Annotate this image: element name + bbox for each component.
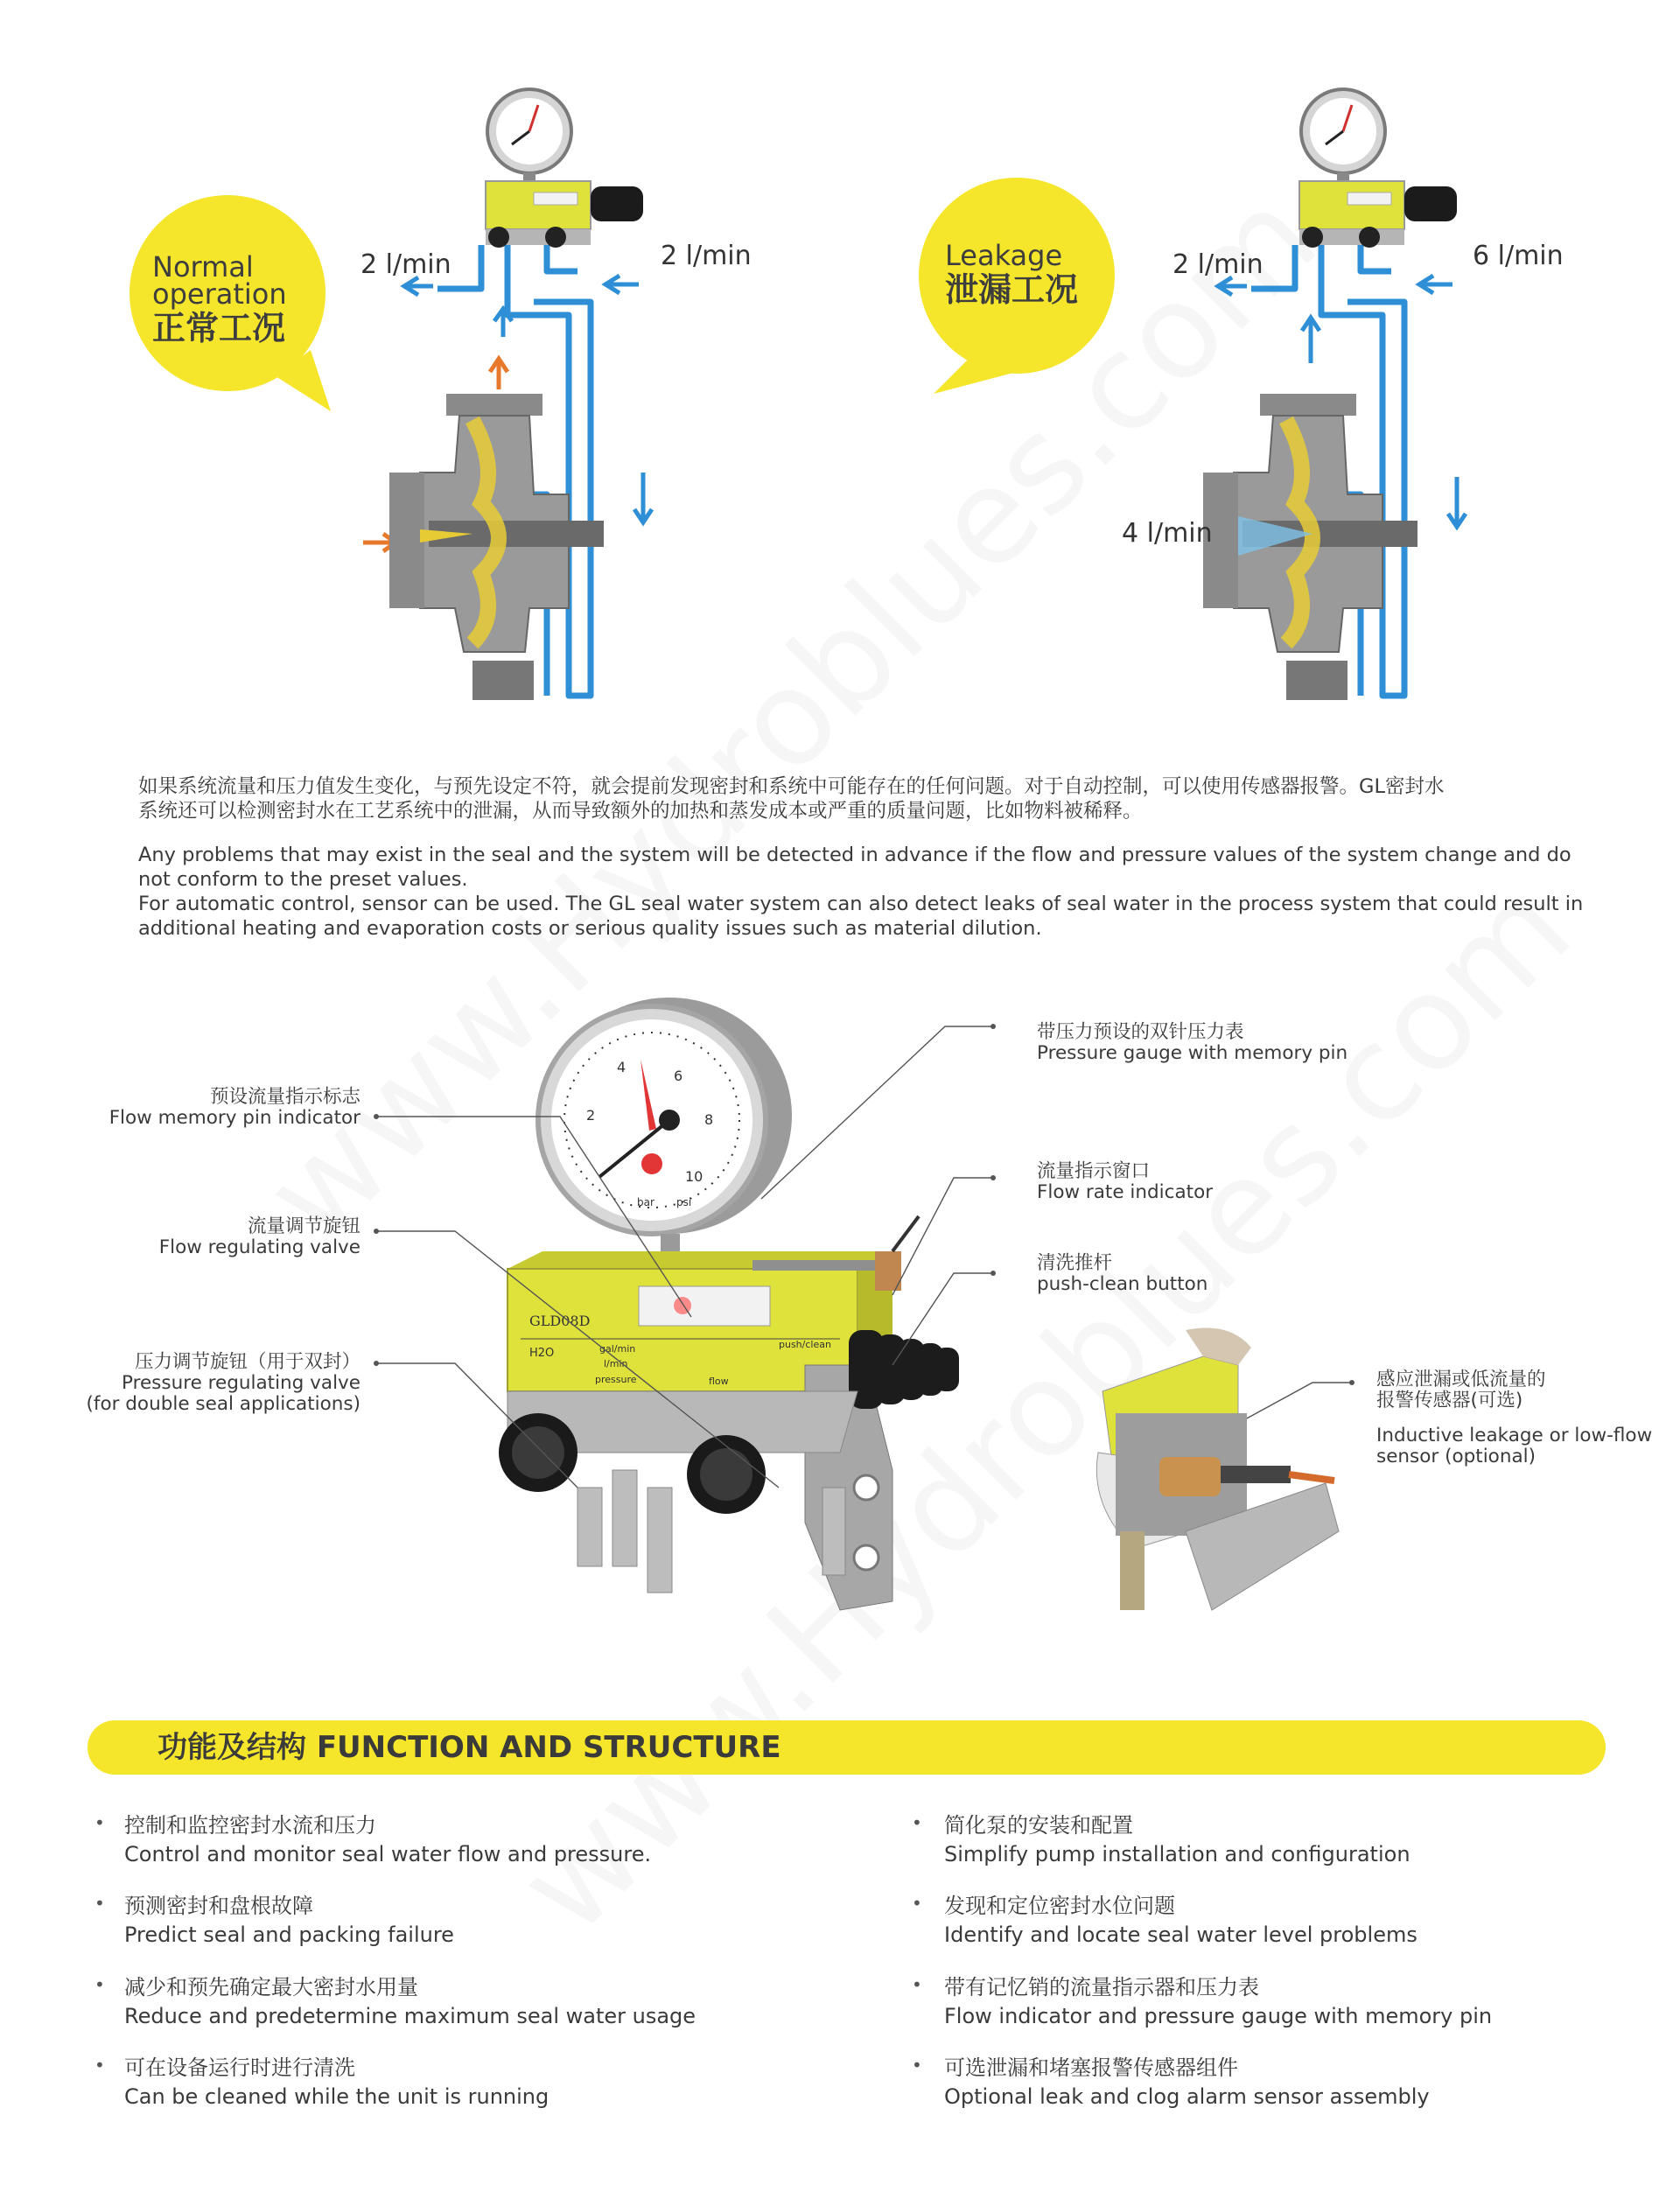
callout-pressure-valve-zh: 压力调节旋钮（用于双封） <box>134 1351 360 1373</box>
feature-en: Flow indicator and pressure gauge with memory pin <box>944 2004 1493 2028</box>
svg-text:8: 8 <box>704 1111 714 1128</box>
svg-text:pressure: pressure <box>595 1374 637 1385</box>
feature-en: Optional leak and clog alarm sensor assembly <box>944 2084 1430 2109</box>
flow-leak-left: 2 l/min <box>1172 249 1264 280</box>
desc-en-2: not conform to the preset values. <box>138 868 468 891</box>
feature-item-5 <box>944 1973 1492 2031</box>
feature-item-0 <box>124 1811 651 1869</box>
callout-push-clean <box>1037 1253 1208 1295</box>
callout-memory-pin <box>109 1087 360 1129</box>
flow-leak-leak: 4 l/min <box>1122 518 1213 549</box>
desc-en-4: additional heating and evaporation costs or serious quality issues such as material dilution. <box>138 917 1042 940</box>
section-title: 功能及结构 FUNCTION AND STRUCTURE <box>158 1730 781 1765</box>
svg-text:H2O: H2O <box>529 1347 555 1360</box>
bubble-normal-zh: 正常工况 <box>152 309 286 347</box>
feature-en: Can be cleaned while the unit is running <box>124 2084 550 2109</box>
feature-item-6 <box>124 2054 549 2111</box>
bubble-leakage-zh: 泄漏工况 <box>945 270 1079 309</box>
svg-text:gal/min: gal/min <box>599 1343 636 1355</box>
feature-zh: 可在设备运行时进行清洗 <box>124 2055 355 2080</box>
svg-text:4: 4 <box>617 1059 626 1075</box>
feature-item-2 <box>124 1892 454 1950</box>
feature-zh: 带有记忆销的流量指示器和压力表 <box>944 1975 1259 1999</box>
bubble-leakage-en: Leakage <box>945 239 1063 272</box>
desc-zh-2: 系统还可以检测密封水在工艺系统中的泄漏，从而导致额外的加热和蒸发成本或严重的质量问题，比如物料被稀释。 <box>138 800 1143 823</box>
feature-bullet-6: • <box>94 2055 105 2076</box>
callout-push-clean-zh: 清洗推杆 <box>1037 1252 1113 1274</box>
feature-zh: 发现和定位密封水位问题 <box>944 1894 1175 1918</box>
callout-sensor-zh: 感应泄漏或低流量的 <box>1376 1369 1546 1390</box>
feature-en: Identify and locate seal water level problems <box>944 1922 1418 1947</box>
feature-item-4 <box>124 1973 696 2031</box>
feature-item-7 <box>944 2054 1430 2111</box>
sensor-inset <box>1063 1330 1352 1628</box>
callout-memory-pin-en: Flow memory pin indicator <box>108 1107 360 1129</box>
svg-text:push/clean: push/clean <box>779 1339 831 1350</box>
bubble-normal-en: Normal operation <box>152 250 287 311</box>
feature-en: Simplify pump installation and configuration <box>944 1842 1410 1866</box>
svg-text:flow: flow <box>709 1376 729 1387</box>
flow-normal-right: 2 l/min <box>661 241 752 271</box>
feature-bullet-2: • <box>94 1893 105 1914</box>
feature-bullet-5: • <box>912 1974 922 1995</box>
feature-item-1 <box>944 1811 1410 1869</box>
callout-flow-indicator-en: Flow rate indicator <box>1037 1181 1214 1203</box>
callout-sensor-en2: sensor (optional) <box>1376 1446 1536 1467</box>
svg-text:psi: psi <box>676 1196 692 1208</box>
callout-memory-pin-zh: 预设流量指示标志 <box>209 1086 360 1108</box>
feature-zh: 简化泵的安装和配置 <box>944 1813 1133 1838</box>
feature-en: Reduce and predetermine maximum seal water usage <box>124 2004 696 2028</box>
svg-text:6: 6 <box>674 1068 683 1084</box>
callout-pressure-valve <box>87 1352 361 1415</box>
feature-bullet-3: • <box>912 1893 922 1914</box>
desc-en-3: For automatic control, sensor can be used. The GL seal water system can also detect leaks of seal water in the process system that could result in <box>138 893 1584 915</box>
feature-bullet-4: • <box>94 1974 105 1995</box>
callout-sensor-en: Inductive leakage or low-flow <box>1376 1425 1653 1446</box>
feature-bullet-0: • <box>94 1812 105 1833</box>
callout-pressure-valve-en: Pressure regulating valve <box>122 1372 360 1394</box>
callout-pressure-valve-en2: (for double seal applications) <box>86 1393 360 1415</box>
feature-zh: 减少和预先确定最大密封水用量 <box>124 1975 418 1999</box>
callout-push-clean-en: push-clean button <box>1037 1273 1208 1295</box>
callout-sensor-zh2: 报警传感器(可选) <box>1376 1390 1523 1411</box>
svg-text:GLD08D: GLD08D <box>529 1313 591 1329</box>
feature-zh: 可选泄漏和堵塞报警传感器组件 <box>944 2055 1238 2080</box>
feature-bullet-1: • <box>912 1812 922 1833</box>
callout-flow-valve-zh: 流量调节旋钮 <box>247 1215 360 1237</box>
desc-en-1: Any problems that may exist in the seal and the system will be detected in advance if the flow and pressure values of the system change and do <box>138 844 1572 866</box>
svg-text:2: 2 <box>586 1107 596 1124</box>
feature-zh: 控制和监控密封水流和压力 <box>124 1813 376 1838</box>
desc-zh-1: 如果系统流量和压力值发生变化，与预先设定不符，就会提前发现密封和系统中可能存在的任何问题。对于自动控制，可以使用传感器报警。GL密封水 <box>138 775 1445 798</box>
flow-normal-left: 2 l/min <box>360 249 452 280</box>
flow-leak-right: 6 l/min <box>1473 241 1564 271</box>
svg-text:bar: bar <box>637 1196 654 1208</box>
callout-gauge <box>1037 1022 1348 1064</box>
svg-text:10: 10 <box>685 1168 704 1185</box>
feature-en: Predict seal and packing failure <box>124 1922 454 1947</box>
callout-gauge-en: Pressure gauge with memory pin <box>1037 1042 1348 1064</box>
callout-flow-valve-en: Flow regulating valve <box>158 1236 360 1258</box>
svg-text:l/min: l/min <box>604 1358 628 1369</box>
callout-sensor <box>1376 1369 1652 1467</box>
feature-item-3 <box>944 1892 1418 1950</box>
callout-gauge-zh: 带压力预设的双针压力表 <box>1037 1021 1244 1043</box>
callout-flow-indicator-zh: 流量指示窗口 <box>1037 1160 1151 1182</box>
feature-bullet-7: • <box>912 2055 922 2076</box>
feature-en: Control and monitor seal water flow and pressure. <box>124 1842 652 1866</box>
feature-zh: 预测密封和盘根故障 <box>124 1894 313 1918</box>
callout-flow-indicator <box>1037 1161 1213 1203</box>
callout-flow-valve <box>159 1216 360 1258</box>
